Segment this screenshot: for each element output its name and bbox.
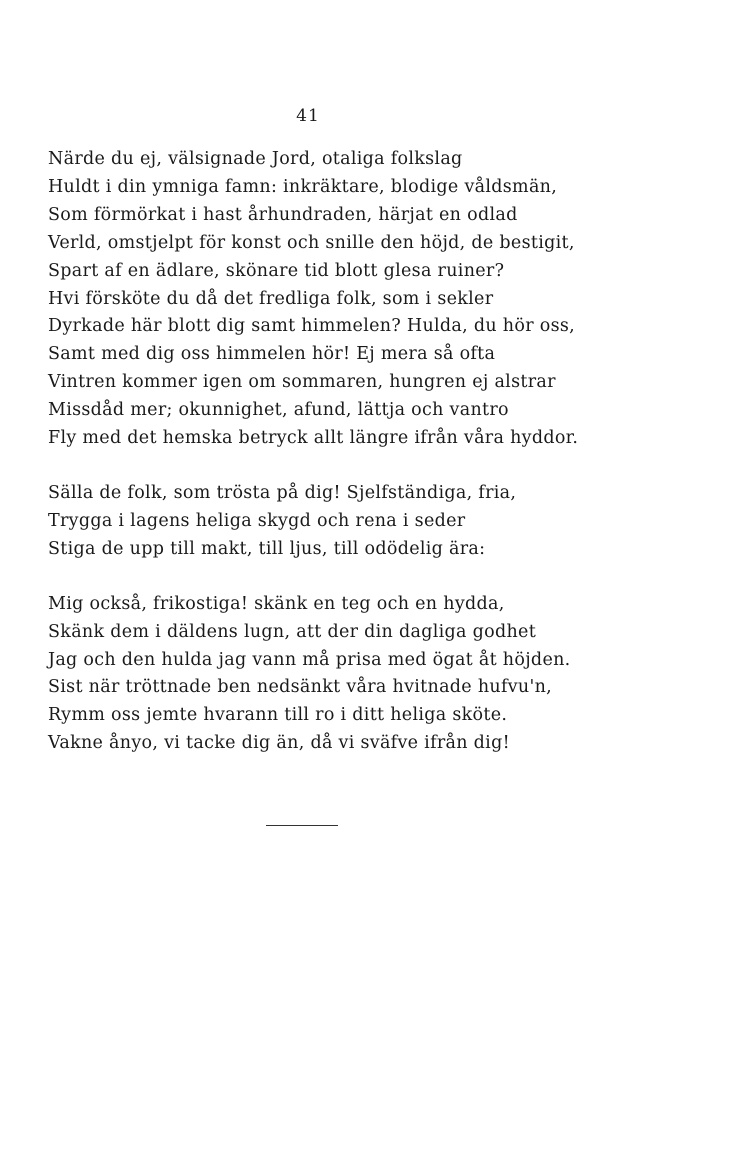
stanza-separator xyxy=(48,453,708,480)
poem-line: Hvi försköte du då det fredliga folk, som i sekler xyxy=(48,288,494,309)
poem-line: Jag och den hulda jag vann må prisa med ögat åt höjden. xyxy=(48,649,571,670)
poem-line: Dyrkade här blott dig samt himmelen? Hulda, du hör oss, xyxy=(48,316,576,337)
stanza-2 xyxy=(48,480,708,564)
poem xyxy=(48,146,708,758)
poem-line: Vakne ånyo, vi tacke dig än, då vi sväfve ifrån dig! xyxy=(48,733,510,754)
poem-line: Stiga de upp till makt, till ljus, till odödelig ära: xyxy=(48,538,486,559)
stanza-separator xyxy=(48,564,708,591)
poem-line: Rymm oss jemte hvarann till ro i ditt heliga sköte. xyxy=(48,705,508,726)
poem-line: Sälla de folk, som trösta på dig! Sjelfständiga, fria, xyxy=(48,482,517,503)
poem-line: Fly med det hemska betryck allt längre ifrån våra hyddor. xyxy=(48,428,579,449)
stanza-3 xyxy=(48,591,708,758)
page-number: 41 xyxy=(296,106,320,126)
poem-line: Som förmörkat i hast århundraden, härjat en odlad xyxy=(48,204,518,225)
poem-line: Närde du ej, välsignade Jord, otaliga folkslag xyxy=(48,149,463,169)
poem-line: Verld, omstjelpt för konst och snille den höjd, de bestigit, xyxy=(48,232,575,253)
poem-line: Vintren kommer igen om sommaren, hungren ej alstrar xyxy=(48,372,556,393)
poem-line: Trygga i lagens heliga skygd och rena i seder xyxy=(48,510,466,531)
poem-line: Samt med dig oss himmelen hör! Ej mera så ofta xyxy=(48,344,496,365)
poem-line: Skänk dem i däldens lugn, att der din dagliga godhet xyxy=(48,621,537,642)
poem-line: Spart af en ädlare, skönare tid blott glesa ruiner? xyxy=(48,260,505,281)
end-divider xyxy=(266,825,338,826)
poem-line: Sist när tröttnade ben nedsänkt våra hvitnade hufvu'n, xyxy=(48,677,553,698)
poem-line: Huldt i din ymniga famn: inkräktare, blodige våldsmän, xyxy=(48,176,558,197)
poem-line: Mig också, frikostiga! skänk en teg och en hydda, xyxy=(48,593,505,614)
poem-line: Missdåd mer; okunnighet, afund, lättja och vantro xyxy=(48,400,509,421)
stanza-1 xyxy=(48,146,708,453)
